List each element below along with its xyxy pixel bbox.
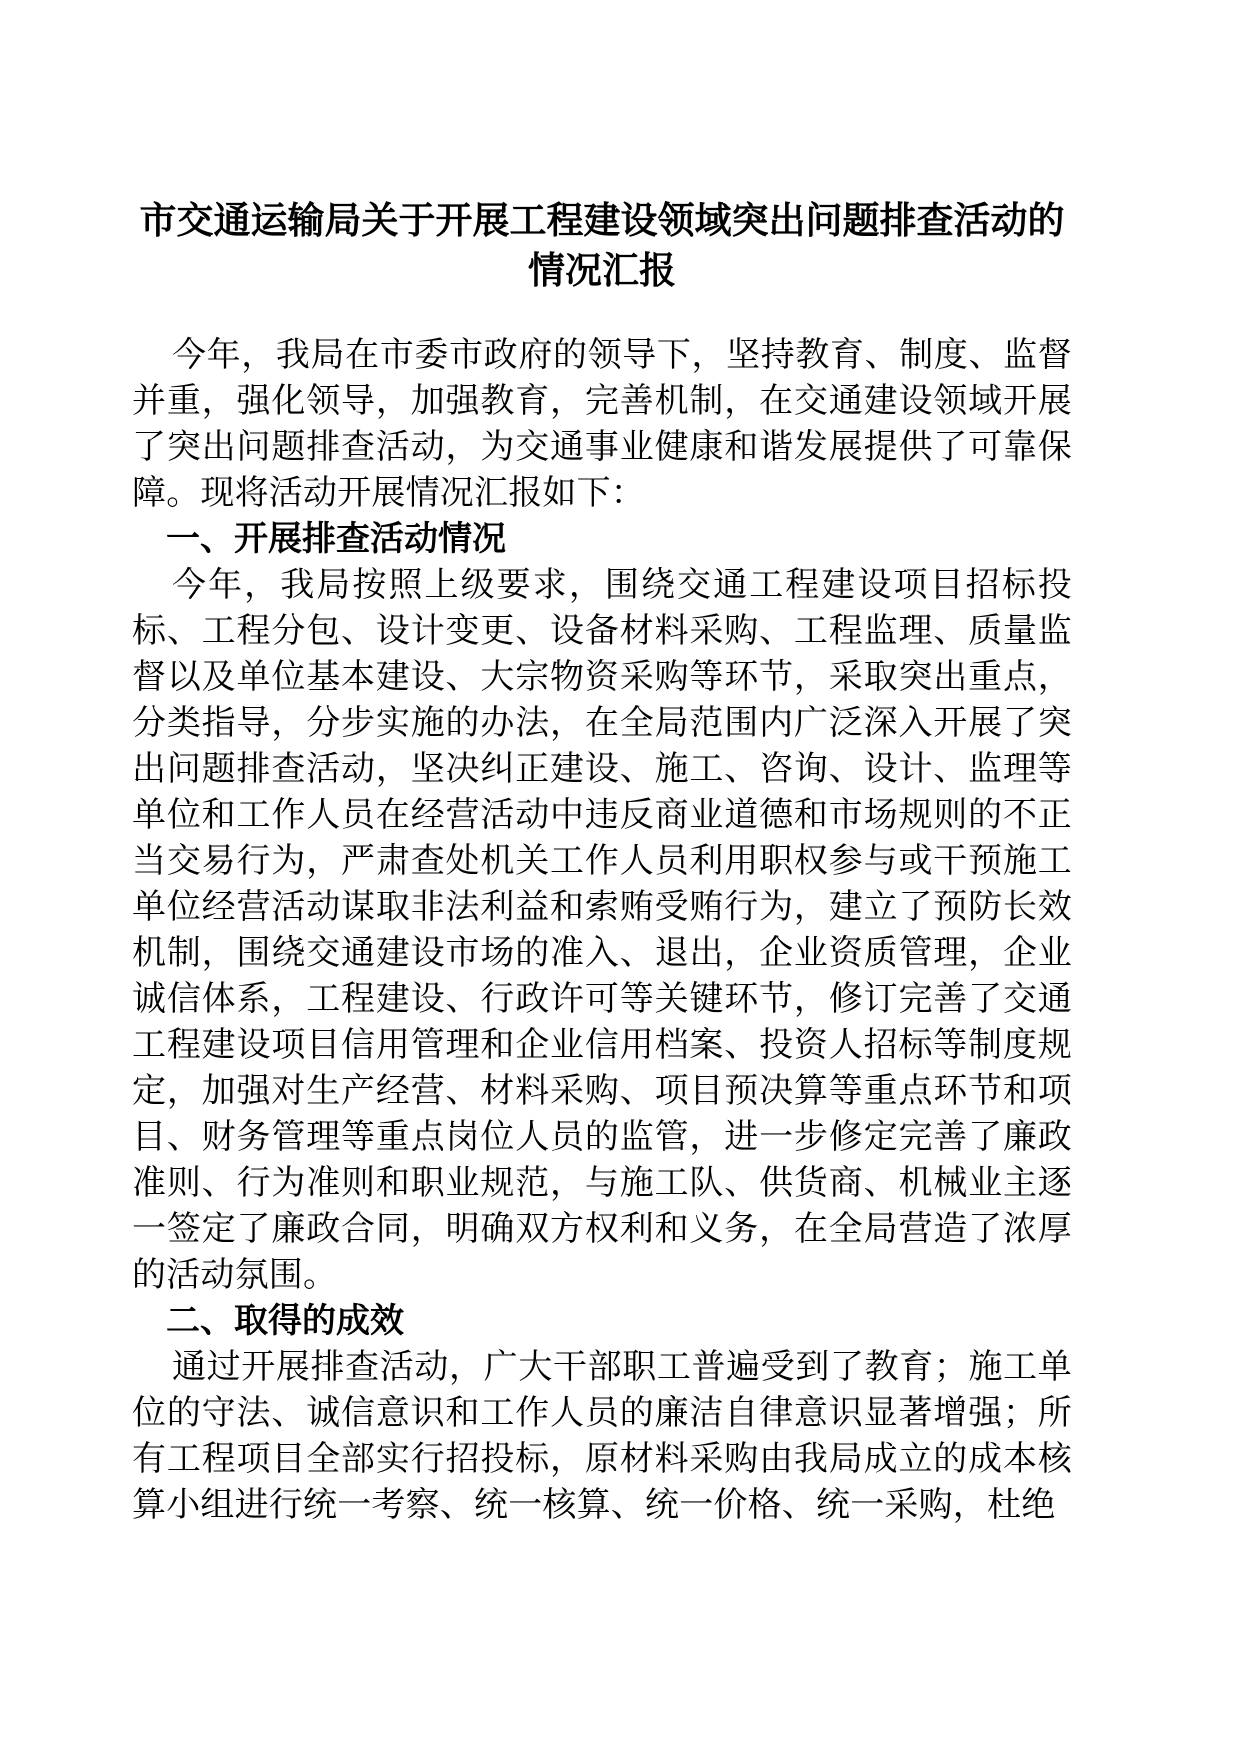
intro-paragraph: 今年，我局在市委市政府的领导下，坚持教育、制度、监督并重，强化领导，加强教育，完善机制，在交通建设领域开展了突出问题排查活动，为交通事业健康和谐发展提供了可靠保障。现将活动开展情况汇报如下：: [132, 336, 1072, 512]
section-two-body: 通过开展排查活动，广大干部职工普遍受到了教育；施工单位的守法、诚信意识和工作人员的廉洁自律意识显著增强；所有工程项目全部实行招投标，原材料采购由我局成立的成本核算小组进行统一考察、统一核算、统一价格、统一采购，杜绝: [132, 1348, 1072, 1524]
document-content: [132, 196, 1072, 1528]
section-heading-two: 二、取得的成效: [166, 1302, 404, 1340]
document-title: 市交通运输局关于开展工程建设领域突出问题排查活动的情况汇报: [139, 200, 1065, 291]
section-one-body: 今年，我局按照上级要求，围绕交通工程建设项目招标投标、工程分包、设计变更、设备材料采购、工程监理、质量监督以及单位基本建设、大宗物资采购等环节，采取突出重点，分类指导，分步实施的办法，在全局范围内广泛深入开展了突出问题排查活动，坚决纠正建设、施工、咨询、设计、监理等单位和工作人员在经营活动中违反商业道德和市场规则的不正当交易行为，严肃查处机关工作人员利用职权参与或干预施工单位经营活动谋取非法利益和索贿受贿行为，建立了预防长效机制，围绕交通建设市场的准入、退出，企业资质管理，企业诚信体系，工程建设、行政许可等关键环节，修订完善了交通工程建设项目信用管理和企业信用档案、投资人招标等制度规定，加强对生产经营、材料采购、项目预决算等重点环节和项目、财务管理等重点岗位人员的监管，进一步修定完善了廉政准则、行为准则和职业规范，与施工队、供货商、机械业主逐一签定了廉政合同，明确双方权利和义务，在全局营造了浓厚的活动氛围。: [132, 566, 1072, 1294]
section-heading-one: 一、开展排查活动情况: [166, 520, 506, 558]
